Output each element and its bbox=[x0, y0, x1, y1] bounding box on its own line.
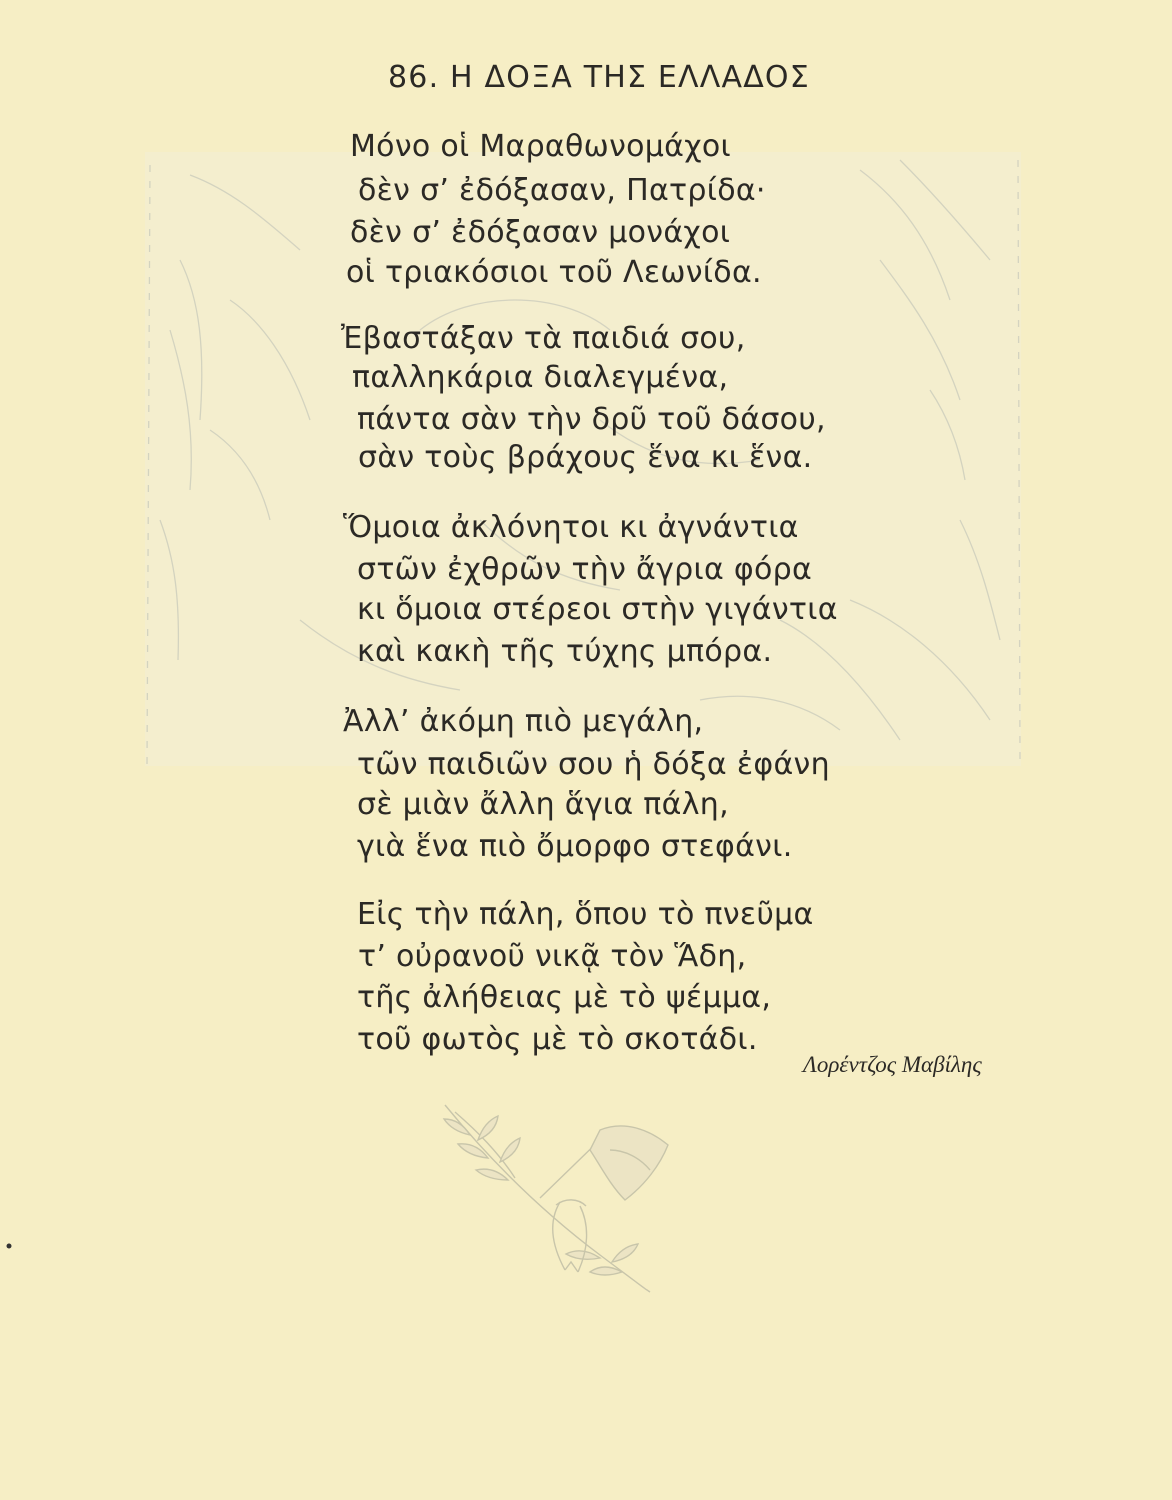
poem-line: Εἰς τὴν πάλη, ὅπου τὸ πνεῦμα bbox=[357, 897, 814, 932]
poem-line: Ἀλλ’ ἀκόμη πιὸ μεγάλη, bbox=[343, 704, 704, 739]
poem-line: καὶ κακὴ τῆς τύχης μπόρα. bbox=[357, 634, 773, 669]
poem-line: Ἐβαστάξαν τὰ παιδιά σου, bbox=[341, 321, 746, 356]
poem-line: παλληκάρια διαλεγμένα, bbox=[352, 360, 729, 395]
poem-line: δὲν σ’ ἐδόξασαν μονάχοι bbox=[350, 215, 731, 250]
ink-speck bbox=[7, 1244, 12, 1249]
poem-line: γιὰ ἕνα πιὸ ὄμορφο στεφάνι. bbox=[357, 829, 793, 864]
poem-line: Μόνο οἱ Μαραθωνομάχοι bbox=[350, 129, 731, 164]
poem-line: οἱ τριακόσιοι τοῦ Λεωνίδα. bbox=[346, 255, 762, 290]
page-title: 86. Η ΔΟΞΑ ΤΗΣ ΕΛΛΑΔΟΣ bbox=[388, 60, 810, 95]
poem-line: τῶν παιδιῶν σου ἡ δόξα ἐφάνη bbox=[357, 747, 830, 782]
author-signature: Λορέντζος Μαβίλης bbox=[803, 1052, 982, 1077]
poem-line: πάντα σὰν τὴν δρῦ τοῦ δάσου, bbox=[357, 402, 826, 437]
poem-line: σὰν τοὺς βράχους ἕνα κι ἕνα. bbox=[358, 440, 813, 475]
laurel-flag-ornament-icon bbox=[444, 1105, 668, 1292]
poem-line: Ὅμοια ἀκλόνητοι κι ἀγνάντια bbox=[343, 510, 799, 545]
poem-line: τοῦ φωτὸς μὲ τὸ σκοτάδι. bbox=[357, 1022, 758, 1057]
poem-line: τ’ οὐρανοῦ νικᾷ τὸν Ἅδη, bbox=[358, 939, 747, 974]
poem-line: στῶν ἐχθρῶν τὴν ἄγρια φόρα bbox=[357, 552, 813, 587]
poem-line: δὲν σ’ ἐδόξασαν, Πατρίδα· bbox=[358, 173, 766, 208]
poem-line: τῆς ἀλήθειας μὲ τὸ ψέμμα, bbox=[357, 980, 772, 1015]
poem-line: κι ὅμοια στέρεοι στὴν γιγάντια bbox=[357, 592, 838, 627]
poem-line: σὲ μιὰν ἄλλη ἅγια πάλη, bbox=[357, 787, 729, 822]
